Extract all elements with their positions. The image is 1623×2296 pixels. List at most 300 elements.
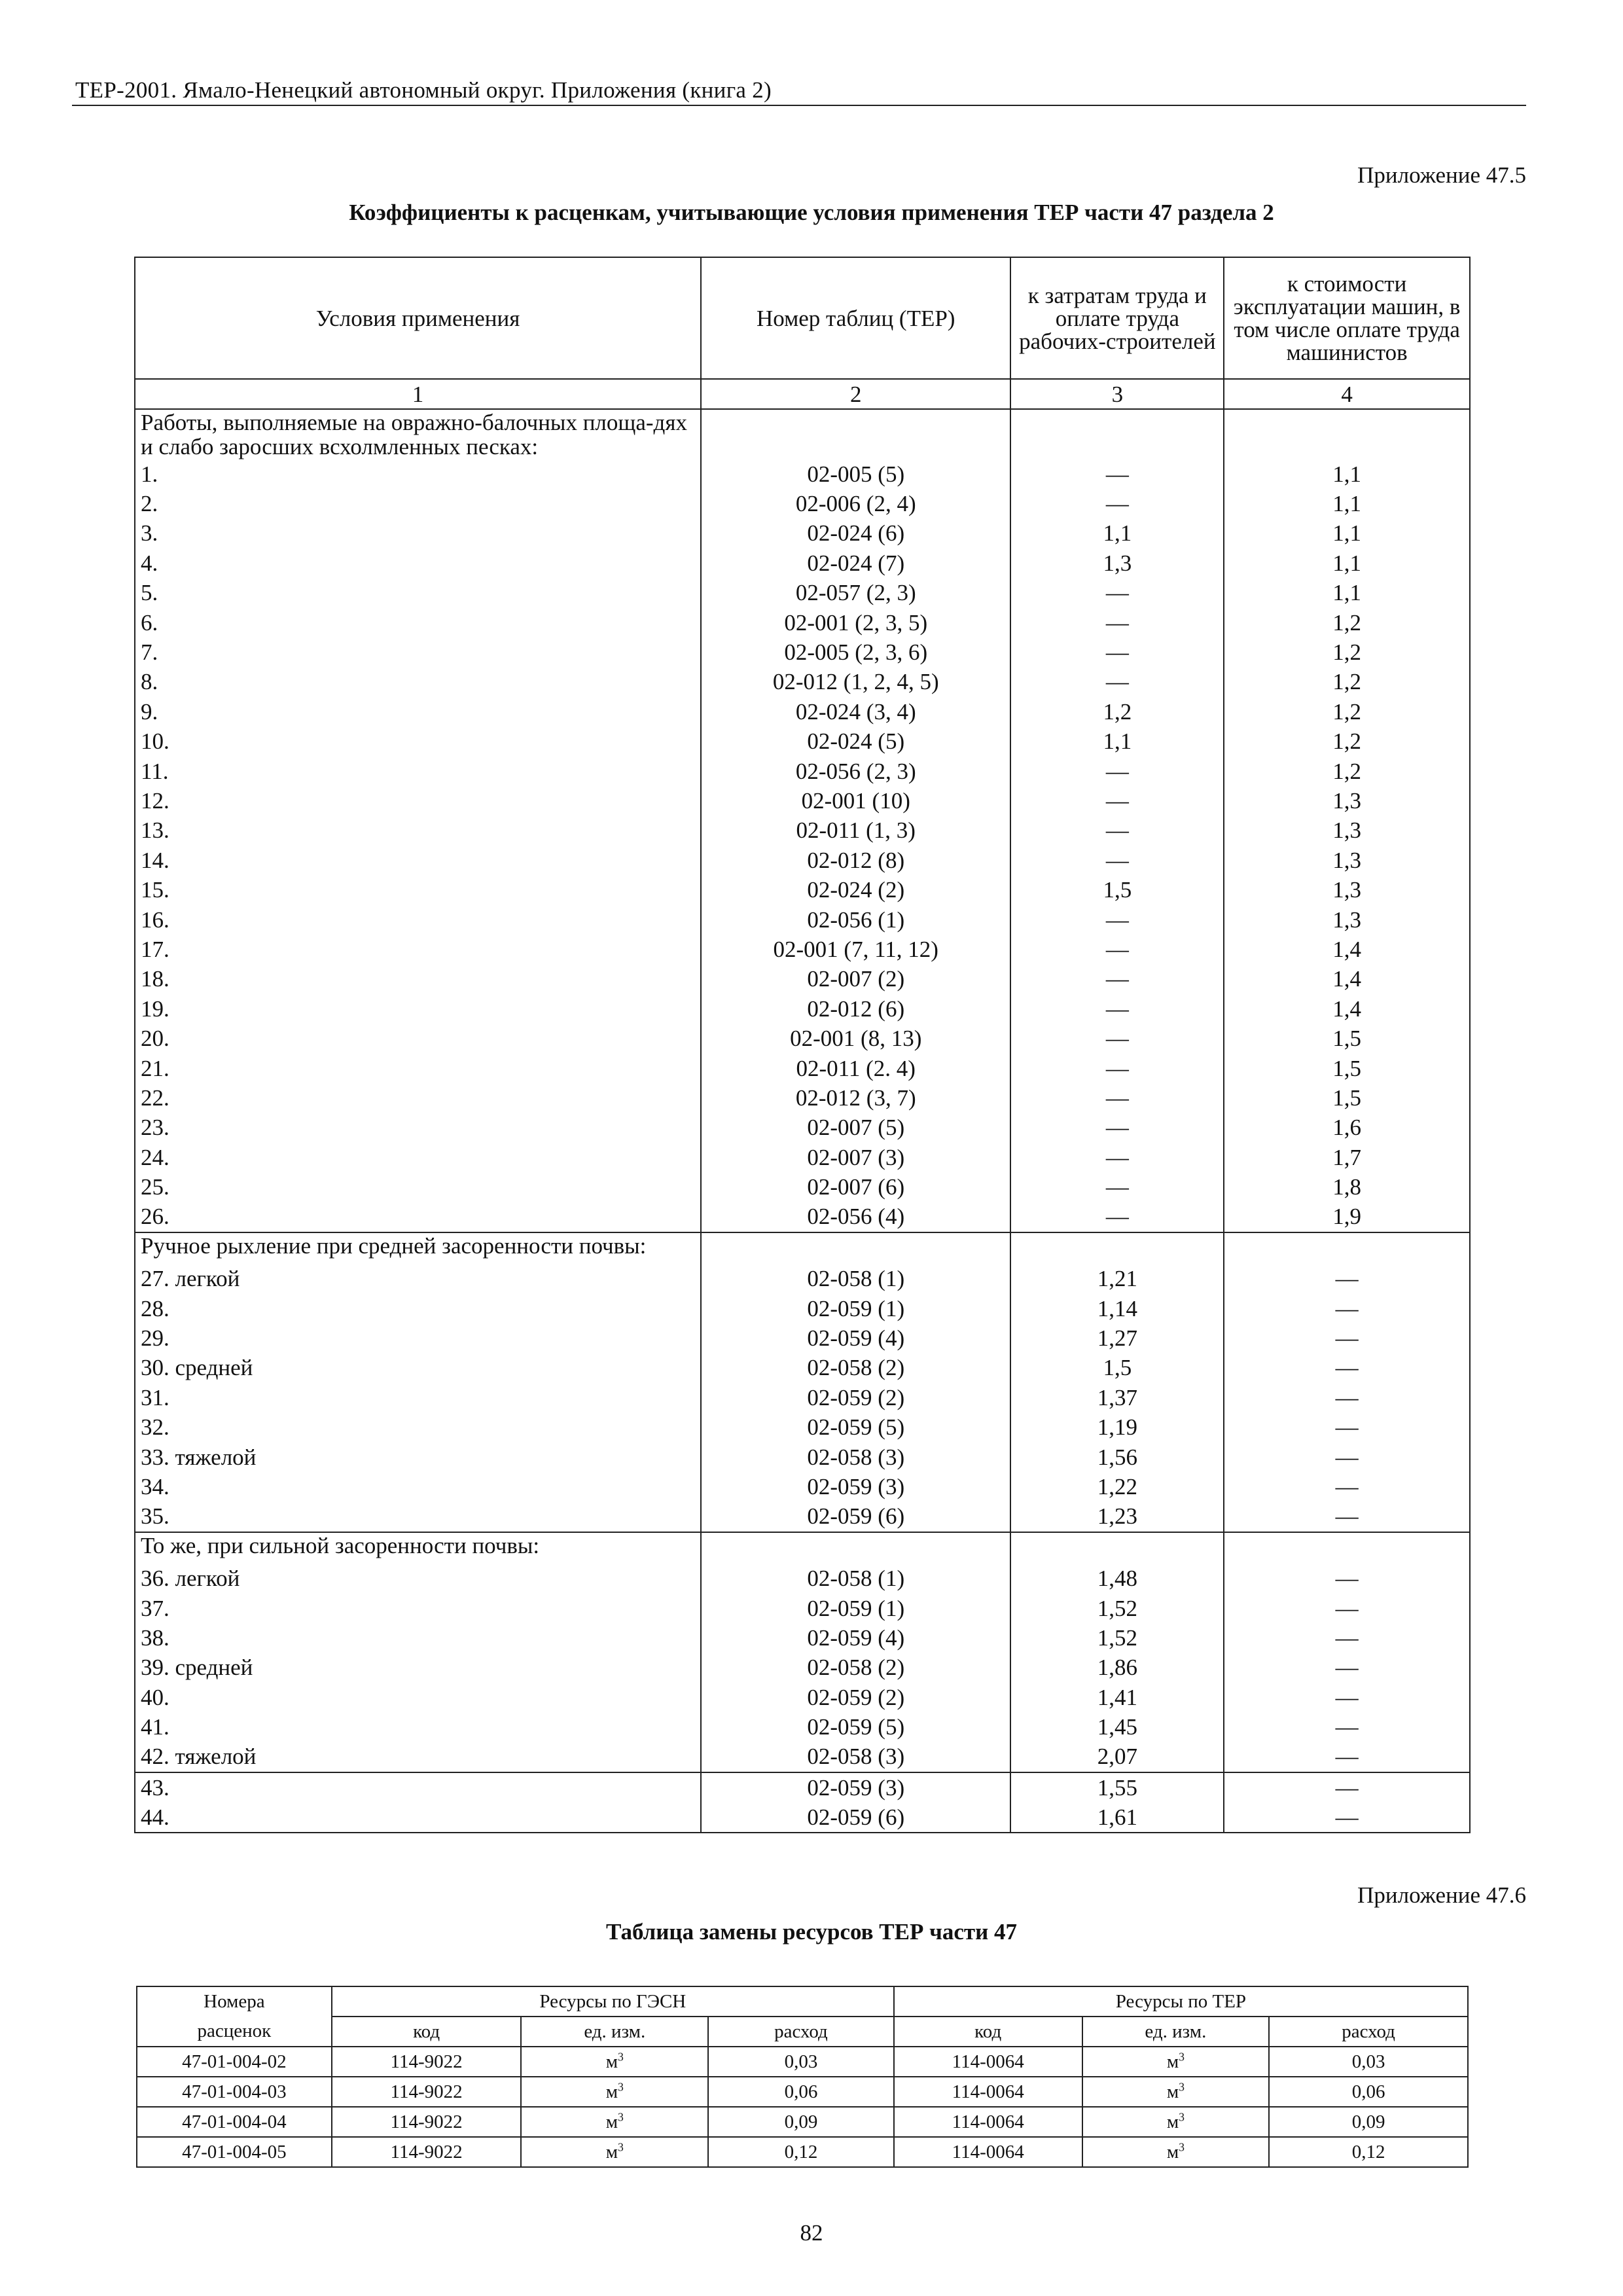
gesn-usage-cell: 0,12: [708, 2137, 894, 2167]
unit-exponent: 3: [618, 2049, 624, 2063]
empty-cell: [1224, 409, 1470, 459]
condition-cell: 31.: [135, 1383, 701, 1412]
table-row: [135, 1472, 1470, 1501]
machine-coef-cell: 1,4: [1224, 935, 1470, 964]
table-number-cell: 02-011 (2. 4): [701, 1053, 1010, 1083]
machine-coef-cell: —: [1224, 1412, 1470, 1442]
condition-cell: 6.: [135, 607, 701, 637]
empty-cell: [701, 1532, 1010, 1564]
table-number-cell: 02-006 (2, 4): [701, 489, 1010, 518]
unit-text: м: [1166, 2111, 1179, 2132]
resource-header-row-2: [137, 2017, 1468, 2047]
labor-coef-cell: —: [1010, 1142, 1224, 1172]
resource-row: [137, 2107, 1468, 2137]
table-row: [135, 1442, 1470, 1471]
machine-coef-cell: —: [1224, 1742, 1470, 1772]
table-row: [135, 637, 1470, 667]
gesn-group-header: Ресурсы по ГЭСН: [332, 1986, 894, 2017]
labor-coef-cell: 1,27: [1010, 1323, 1224, 1353]
condition-cell: 1.: [135, 459, 701, 489]
machine-coef-cell: 1,1: [1224, 578, 1470, 607]
machine-coef-cell: 1,7: [1224, 1142, 1470, 1172]
table-number-cell: 02-012 (1, 2, 4, 5): [701, 667, 1010, 696]
gesn-code-header: код: [332, 2017, 522, 2047]
condition-cell: 23.: [135, 1113, 701, 1142]
empty-cell: [1224, 1532, 1470, 1564]
table-row: [135, 1053, 1470, 1083]
unit-text: м: [1166, 2081, 1179, 2102]
table-row: [135, 1202, 1470, 1232]
appendix-label-47-6: Приложение 47.6: [1357, 1882, 1526, 1908]
table-row: [135, 816, 1470, 845]
table-number-cell: 02-058 (2): [701, 1353, 1010, 1382]
machine-coef-cell: —: [1224, 1564, 1470, 1593]
coefficients-table: [134, 257, 1471, 1833]
table-number-cell: 02-059 (5): [701, 1712, 1010, 1742]
table-row: [135, 1772, 1470, 1803]
table-number-cell: 02-059 (6): [701, 1803, 1010, 1833]
ter-unit-cell: [1082, 2077, 1270, 2107]
labor-coef-cell: —: [1010, 846, 1224, 875]
condition-cell: 17.: [135, 935, 701, 964]
condition-cell: 20.: [135, 1024, 701, 1053]
labor-coef-cell: —: [1010, 964, 1224, 994]
table-row: [135, 726, 1470, 756]
condition-cell: 43.: [135, 1772, 701, 1803]
table-number-cell: 02-059 (6): [701, 1501, 1010, 1532]
table-row: [135, 935, 1470, 964]
table-row: [135, 1293, 1470, 1323]
condition-cell: 11.: [135, 756, 701, 785]
machine-coef-cell: 1,1: [1224, 518, 1470, 548]
condition-cell: 35.: [135, 1501, 701, 1532]
column-header-conditions: Условия применения: [135, 257, 701, 379]
ter-usage-cell: 0,09: [1269, 2107, 1468, 2137]
labor-coef-cell: 1,1: [1010, 518, 1224, 548]
machine-coef-cell: —: [1224, 1593, 1470, 1623]
labor-coef-cell: 1,37: [1010, 1383, 1224, 1412]
resource-table-title: Таблица замены ресурсов ТЕР части 47: [606, 1919, 1017, 1945]
table-row: [135, 1172, 1470, 1202]
machine-coef-cell: —: [1224, 1383, 1470, 1412]
condition-cell: 13.: [135, 816, 701, 845]
unit-exponent: 3: [1179, 2049, 1185, 2063]
resource-table-body: [137, 1986, 1468, 2167]
labor-coef-cell: 1,61: [1010, 1803, 1224, 1833]
table-row: [135, 459, 1470, 489]
labor-coef-cell: —: [1010, 1172, 1224, 1202]
table-row: [135, 667, 1470, 696]
resource-row: [137, 2047, 1468, 2077]
table-number-cell: 02-024 (2): [701, 875, 1010, 905]
coefficients-body: [135, 379, 1470, 1833]
labor-coef-cell: 1,3: [1010, 548, 1224, 578]
machine-coef-cell: —: [1224, 1653, 1470, 1682]
table-row: [135, 1803, 1470, 1833]
condition-cell: 24.: [135, 1142, 701, 1172]
table-number-cell: 02-001 (10): [701, 786, 1010, 816]
condition-cell: 29.: [135, 1323, 701, 1353]
machine-coef-cell: 1,2: [1224, 726, 1470, 756]
table-number-cell: 02-007 (6): [701, 1172, 1010, 1202]
condition-cell: 28.: [135, 1293, 701, 1323]
table-number-cell: 02-059 (3): [701, 1472, 1010, 1501]
labor-coef-cell: —: [1010, 578, 1224, 607]
labor-coef-cell: —: [1010, 1053, 1224, 1083]
condition-cell: 30. средней: [135, 1353, 701, 1382]
condition-cell: 36. легкой: [135, 1564, 701, 1593]
labor-coef-cell: 1,56: [1010, 1442, 1224, 1471]
condition-cell: 16.: [135, 905, 701, 934]
labor-coef-cell: —: [1010, 1113, 1224, 1142]
rate-number-cell: 47-01-004-05: [137, 2137, 332, 2167]
table-number-cell: 02-056 (2, 3): [701, 756, 1010, 785]
labor-coef-cell: —: [1010, 459, 1224, 489]
machine-coef-cell: 1,2: [1224, 756, 1470, 785]
condition-cell: 21.: [135, 1053, 701, 1083]
machine-coef-cell: 1,2: [1224, 607, 1470, 637]
table-row: [135, 1323, 1470, 1353]
machine-coef-cell: 1,1: [1224, 548, 1470, 578]
unit-text: м: [1166, 2051, 1179, 2072]
ter-code-cell: 114-0064: [894, 2137, 1082, 2167]
condition-cell: 12.: [135, 786, 701, 816]
condition-cell: 22.: [135, 1083, 701, 1113]
rate-number-cell: 47-01-004-03: [137, 2077, 332, 2107]
ter-usage-cell: 0,06: [1269, 2077, 1468, 2107]
labor-coef-cell: 1,14: [1010, 1293, 1224, 1323]
labor-coef-cell: —: [1010, 756, 1224, 785]
rate-number-cell: 47-01-004-02: [137, 2047, 332, 2077]
machine-coef-cell: 1,5: [1224, 1083, 1470, 1113]
table-number-cell: 02-059 (2): [701, 1683, 1010, 1712]
machine-coef-cell: —: [1224, 1712, 1470, 1742]
machine-coef-cell: 1,5: [1224, 1053, 1470, 1083]
empty-cell: [701, 409, 1010, 459]
empty-cell: [1010, 409, 1224, 459]
table-row: [135, 994, 1470, 1024]
table-number-cell: 02-007 (5): [701, 1113, 1010, 1142]
table-number-cell: 02-056 (1): [701, 905, 1010, 934]
table-row: [135, 875, 1470, 905]
machine-coef-cell: 1,4: [1224, 964, 1470, 994]
table-number-cell: 02-058 (3): [701, 1442, 1010, 1471]
column-numbers-row: [135, 379, 1470, 409]
labor-coef-cell: —: [1010, 489, 1224, 518]
ter-code-cell: 114-0064: [894, 2047, 1082, 2077]
column-number: 2: [701, 379, 1010, 409]
labor-coef-cell: —: [1010, 816, 1224, 845]
labor-coef-cell: 1,48: [1010, 1564, 1224, 1593]
empty-cell: [1010, 1532, 1224, 1564]
machine-coef-cell: —: [1224, 1501, 1470, 1532]
table-number-cell: 02-012 (6): [701, 994, 1010, 1024]
table-row: [135, 1113, 1470, 1142]
condition-cell: 44.: [135, 1803, 701, 1833]
labor-coef-cell: 1,22: [1010, 1472, 1224, 1501]
table-row: [135, 1742, 1470, 1772]
labor-coef-cell: —: [1010, 1202, 1224, 1232]
table-row: [135, 1383, 1470, 1412]
unit-exponent: 3: [1179, 2079, 1185, 2093]
gesn-unit-cell: [521, 2047, 708, 2077]
labor-coef-cell: —: [1010, 935, 1224, 964]
table-row: [135, 1712, 1470, 1742]
ter-usage-cell: 0,03: [1269, 2047, 1468, 2077]
table-number-cell: 02-001 (8, 13): [701, 1024, 1010, 1053]
gesn-unit-header: ед. изм.: [521, 2017, 708, 2047]
section-heading-row: [135, 1532, 1470, 1564]
table-row: [135, 1683, 1470, 1712]
condition-cell: 40.: [135, 1683, 701, 1712]
table-row: [135, 697, 1470, 726]
section-heading: Работы, выполняемые на овражно-балочных площа-дях и слабо заросших всхолмленных песках:: [135, 409, 701, 459]
condition-cell: 32.: [135, 1412, 701, 1442]
gesn-code-cell: 114-9022: [332, 2047, 522, 2077]
table-number-cell: 02-059 (1): [701, 1593, 1010, 1623]
table-row: [135, 786, 1470, 816]
ter-code-cell: 114-0064: [894, 2107, 1082, 2137]
unit-text: м: [605, 2141, 618, 2162]
table-number-cell: 02-056 (4): [701, 1202, 1010, 1232]
ter-code-cell: 114-0064: [894, 2077, 1082, 2107]
table-number-cell: 02-057 (2, 3): [701, 578, 1010, 607]
condition-cell: 38.: [135, 1623, 701, 1653]
column-header-labor-coef: к затратам труда и оплате труда рабочих-строителей: [1010, 257, 1224, 379]
machine-coef-cell: 1,6: [1224, 1113, 1470, 1142]
resource-header-row-1: [137, 1986, 1468, 2017]
ter-usage-cell: 0,12: [1269, 2137, 1468, 2167]
machine-coef-cell: 1,3: [1224, 875, 1470, 905]
unit-text: м: [1166, 2141, 1179, 2162]
unit-exponent: 3: [1179, 2140, 1185, 2153]
column-number: 4: [1224, 379, 1470, 409]
ter-code-header: код: [894, 2017, 1082, 2047]
condition-cell: 39. средней: [135, 1653, 701, 1682]
machine-coef-cell: —: [1224, 1472, 1470, 1501]
labor-coef-cell: 1,45: [1010, 1712, 1224, 1742]
labor-coef-cell: 1,55: [1010, 1772, 1224, 1803]
table-row: [135, 518, 1470, 548]
condition-cell: 2.: [135, 489, 701, 518]
ter-usage-header: расход: [1269, 2017, 1468, 2047]
resource-row: [137, 2077, 1468, 2107]
gesn-code-cell: 114-9022: [332, 2137, 522, 2167]
table-number-cell: 02-058 (1): [701, 1564, 1010, 1593]
table-number-cell: 02-059 (3): [701, 1772, 1010, 1803]
table-number-cell: 02-058 (2): [701, 1653, 1010, 1682]
machine-coef-cell: —: [1224, 1683, 1470, 1712]
unit-exponent: 3: [618, 2109, 624, 2123]
labor-coef-cell: 1,19: [1010, 1412, 1224, 1442]
table-row: [135, 1264, 1470, 1293]
machine-coef-cell: 1,3: [1224, 786, 1470, 816]
ter-unit-header: ед. изм.: [1082, 2017, 1270, 2047]
ter-unit-cell: [1082, 2107, 1270, 2137]
labor-coef-cell: —: [1010, 994, 1224, 1024]
machine-coef-cell: 1,3: [1224, 846, 1470, 875]
machine-coef-cell: —: [1224, 1803, 1470, 1833]
table-number-cell: 02-001 (7, 11, 12): [701, 935, 1010, 964]
machine-coef-cell: 1,2: [1224, 667, 1470, 696]
machine-coef-cell: —: [1224, 1442, 1470, 1471]
unit-text: м: [605, 2081, 618, 2102]
machine-coef-cell: —: [1224, 1353, 1470, 1382]
table-row: [135, 1353, 1470, 1382]
table-number-cell: 02-012 (3, 7): [701, 1083, 1010, 1113]
condition-cell: 26.: [135, 1202, 701, 1232]
table-row: [135, 1653, 1470, 1682]
table-row: [135, 578, 1470, 607]
table-row: [135, 1412, 1470, 1442]
table-number-cell: 02-024 (3, 4): [701, 697, 1010, 726]
table-number-cell: 02-059 (4): [701, 1623, 1010, 1653]
table-number-cell: 02-024 (7): [701, 548, 1010, 578]
condition-cell: 33. тяжелой: [135, 1442, 701, 1471]
labor-coef-cell: 1,5: [1010, 1353, 1224, 1382]
labor-coef-cell: 1,86: [1010, 1653, 1224, 1682]
column-header-machine-coef: к стоимости эксплуатации машин, в том числе оплате труда машинистов: [1224, 257, 1470, 379]
labor-coef-cell: 1,52: [1010, 1623, 1224, 1653]
table-number-cell: 02-011 (1, 3): [701, 816, 1010, 845]
labor-coef-cell: —: [1010, 1024, 1224, 1053]
machine-coef-cell: 1,9: [1224, 1202, 1470, 1232]
table-row: [135, 1501, 1470, 1532]
condition-cell: 34.: [135, 1472, 701, 1501]
gesn-unit-cell: [521, 2137, 708, 2167]
labor-coef-cell: —: [1010, 667, 1224, 696]
machine-coef-cell: —: [1224, 1264, 1470, 1293]
table-row: [135, 1623, 1470, 1653]
table-row: [135, 905, 1470, 934]
table-row: [135, 964, 1470, 994]
table-number-cell: 02-059 (2): [701, 1383, 1010, 1412]
coefficients-header-row: [135, 257, 1470, 379]
rate-number-cell: 47-01-004-04: [137, 2107, 332, 2137]
table-number-cell: 02-058 (3): [701, 1742, 1010, 1772]
table-number-cell: 02-007 (3): [701, 1142, 1010, 1172]
unit-exponent: 3: [1179, 2109, 1185, 2123]
unit-exponent: 3: [618, 2079, 624, 2093]
table-row: [135, 1564, 1470, 1593]
table-number-cell: 02-024 (6): [701, 518, 1010, 548]
condition-cell: 25.: [135, 1172, 701, 1202]
labor-coef-cell: 1,21: [1010, 1264, 1224, 1293]
machine-coef-cell: 1,1: [1224, 459, 1470, 489]
ter-unit-cell: [1082, 2047, 1270, 2077]
machine-coef-cell: 1,5: [1224, 1024, 1470, 1053]
gesn-usage-header: расход: [708, 2017, 894, 2047]
machine-coef-cell: 1,3: [1224, 816, 1470, 845]
gesn-unit-cell: [521, 2107, 708, 2137]
column-number: 3: [1010, 379, 1224, 409]
machine-coef-cell: —: [1224, 1293, 1470, 1323]
table-row: [135, 1083, 1470, 1113]
condition-cell: 7.: [135, 637, 701, 667]
labor-coef-cell: 1,2: [1010, 697, 1224, 726]
table-number-cell: 02-001 (2, 3, 5): [701, 607, 1010, 637]
ter-unit-cell: [1082, 2137, 1270, 2167]
gesn-usage-cell: 0,03: [708, 2047, 894, 2077]
table-number-cell: 02-058 (1): [701, 1264, 1010, 1293]
condition-cell: 10.: [135, 726, 701, 756]
condition-cell: 27. легкой: [135, 1264, 701, 1293]
empty-cell: [1224, 1232, 1470, 1264]
table-row: [135, 548, 1470, 578]
condition-cell: 14.: [135, 846, 701, 875]
table-number-cell: 02-059 (5): [701, 1412, 1010, 1442]
empty-cell: [701, 1232, 1010, 1264]
condition-cell: 41.: [135, 1712, 701, 1742]
table-number-cell: 02-012 (8): [701, 846, 1010, 875]
condition-cell: 18.: [135, 964, 701, 994]
labor-coef-cell: 1,41: [1010, 1683, 1224, 1712]
resource-substitution-table: [136, 1986, 1469, 2168]
condition-cell: 3.: [135, 518, 701, 548]
table-number-cell: 02-005 (5): [701, 459, 1010, 489]
section-heading: То же, при сильной засоренности почвы:: [135, 1532, 701, 1564]
labor-coef-cell: —: [1010, 786, 1224, 816]
table-number-cell: 02-059 (1): [701, 1293, 1010, 1323]
labor-coef-cell: 1,5: [1010, 875, 1224, 905]
unit-exponent: 3: [618, 2140, 624, 2153]
empty-cell: [1010, 1232, 1224, 1264]
ter-group-header: Ресурсы по ТЕР: [894, 1986, 1468, 2017]
coefficients-title: Коэффициенты к расценкам, учитывающие условия применения ТЕР части 47 раздела 2: [349, 200, 1274, 225]
table-row: [135, 607, 1470, 637]
gesn-code-cell: 114-9022: [332, 2077, 522, 2107]
machine-coef-cell: 1,2: [1224, 637, 1470, 667]
table-number-cell: 02-005 (2, 3, 6): [701, 637, 1010, 667]
gesn-usage-cell: 0,09: [708, 2107, 894, 2137]
machine-coef-cell: 1,2: [1224, 697, 1470, 726]
resource-row: [137, 2137, 1468, 2167]
labor-coef-cell: 2,07: [1010, 1742, 1224, 1772]
condition-cell: 42. тяжелой: [135, 1742, 701, 1772]
running-header: ТЕР-2001. Ямало-Ненецкий автономный округ. Приложения (книга 2): [75, 77, 772, 103]
labor-coef-cell: 1,1: [1010, 726, 1224, 756]
table-number-cell: 02-007 (2): [701, 964, 1010, 994]
appendix-label-47-5: Приложение 47.5: [1357, 162, 1526, 188]
section-heading-row: [135, 409, 1470, 459]
condition-cell: 9.: [135, 697, 701, 726]
column-header-table-number: Номер таблиц (ТЕР): [701, 257, 1010, 379]
labor-coef-cell: —: [1010, 1083, 1224, 1113]
condition-cell: 8.: [135, 667, 701, 696]
gesn-code-cell: 114-9022: [332, 2107, 522, 2137]
machine-coef-cell: 1,1: [1224, 489, 1470, 518]
unit-text: м: [605, 2111, 618, 2132]
labor-coef-cell: —: [1010, 637, 1224, 667]
condition-cell: 37.: [135, 1593, 701, 1623]
machine-coef-cell: —: [1224, 1772, 1470, 1803]
table-row: [135, 489, 1470, 518]
machine-coef-cell: 1,8: [1224, 1172, 1470, 1202]
machine-coef-cell: —: [1224, 1623, 1470, 1653]
condition-cell: 15.: [135, 875, 701, 905]
unit-text: м: [605, 2051, 618, 2072]
labor-coef-cell: 1,23: [1010, 1501, 1224, 1532]
condition-cell: 4.: [135, 548, 701, 578]
condition-cell: 19.: [135, 994, 701, 1024]
table-row: [135, 1024, 1470, 1053]
table-number-cell: 02-024 (5): [701, 726, 1010, 756]
gesn-unit-cell: [521, 2077, 708, 2107]
column-number: 1: [135, 379, 701, 409]
table-row: [135, 846, 1470, 875]
rates-header-line2: расценок: [137, 2017, 332, 2047]
labor-coef-cell: —: [1010, 607, 1224, 637]
